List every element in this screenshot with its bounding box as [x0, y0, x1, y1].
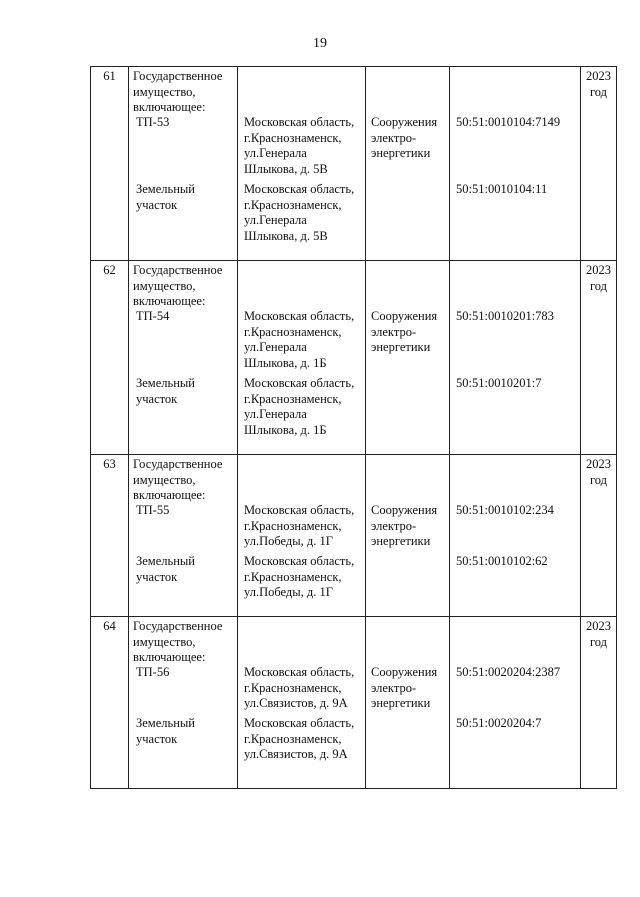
- property-registry-table: [90, 66, 617, 789]
- object-type: Сооружения электро-энергетики: [371, 309, 438, 354]
- type-cell: [366, 455, 450, 617]
- land-cadastral-number: 50:51:0010201:7: [456, 376, 542, 390]
- name-cell: [129, 617, 238, 789]
- year-cell: 2023 год: [581, 67, 617, 261]
- land-name: Земельный участок: [136, 182, 195, 212]
- object-address: Московская область, г.Краснознаменск, ул.Генерала Шлыкова, д. 1Б: [244, 309, 355, 370]
- object-cadastral-number: 50:51:0010104:7149: [456, 115, 561, 129]
- land-name: Земельный участок: [136, 554, 195, 584]
- name-cell: [129, 455, 238, 617]
- table-row: [91, 617, 617, 789]
- land-name: Земельный участок: [136, 376, 195, 406]
- type-cell: [366, 67, 450, 261]
- group-label: Государственное имущество, включающее:: [133, 457, 223, 502]
- land-cadastral-number: 50:51:0020204:7: [456, 716, 542, 730]
- row-number: 64: [91, 617, 129, 789]
- year-cell: 2023 год: [581, 455, 617, 617]
- row-number: 63: [91, 455, 129, 617]
- page-number: 19: [313, 36, 327, 51]
- land-address: Московская область, г.Краснознаменск, ул.Генерала Шлыкова, д. 1Б: [244, 376, 355, 437]
- land-name: Земельный участок: [136, 716, 195, 746]
- land-address: Московская область, г.Краснознаменск, ул.Генерала Шлыкова, д. 5В: [244, 182, 355, 243]
- table-row: [91, 261, 617, 455]
- group-label: Государственное имущество, включающее:: [133, 619, 223, 664]
- row-number: 61: [91, 67, 129, 261]
- name-cell: [129, 67, 238, 261]
- object-address: Московская область, г.Краснознаменск, ул.Связистов, д. 9А: [244, 665, 355, 710]
- type-cell: [366, 617, 450, 789]
- cadastral-cell: [450, 617, 581, 789]
- land-cadastral-number: 50:51:0010104:11: [456, 182, 548, 196]
- land-cadastral-number: 50:51:0010102:62: [456, 554, 548, 568]
- group-label: Государственное имущество, включающее:: [133, 263, 223, 308]
- object-address: Московская область, г.Краснознаменск, ул.Победы, д. 1Г: [244, 503, 355, 548]
- object-name: ТП-53: [136, 115, 170, 129]
- object-name: ТП-54: [136, 309, 170, 323]
- land-address: Московская область, г.Краснознаменск, ул.Победы, д. 1Г: [244, 554, 355, 599]
- land-address: Московская область, г.Краснознаменск, ул.Связистов, д. 9А: [244, 716, 355, 761]
- object-cadastral-number: 50:51:0010201:783: [456, 309, 554, 323]
- object-type: Сооружения электро-энергетики: [371, 115, 438, 160]
- cadastral-cell: [450, 67, 581, 261]
- group-label: Государственное имущество, включающее:: [133, 69, 223, 114]
- object-type: Сооружения электро-энергетики: [371, 665, 438, 710]
- year-cell: 2023 год: [581, 617, 617, 789]
- table-row: [91, 67, 617, 261]
- cadastral-cell: [450, 261, 581, 455]
- object-cadastral-number: 50:51:0010102:234: [456, 503, 554, 517]
- name-cell: [129, 261, 238, 455]
- type-cell: [366, 261, 450, 455]
- object-address: Московская область, г.Краснознаменск, ул.Генерала Шлыкова, д. 5В: [244, 115, 355, 176]
- address-cell: [238, 617, 366, 789]
- object-name: ТП-55: [136, 503, 170, 517]
- object-type: Сооружения электро-энергетики: [371, 503, 438, 548]
- row-number: 62: [91, 261, 129, 455]
- address-cell: [238, 455, 366, 617]
- object-cadastral-number: 50:51:0020204:2387: [456, 665, 561, 679]
- address-cell: [238, 261, 366, 455]
- table-row: [91, 455, 617, 617]
- object-name: ТП-56: [136, 665, 170, 679]
- year-cell: 2023 год: [581, 261, 617, 455]
- cadastral-cell: [450, 455, 581, 617]
- address-cell: [238, 67, 366, 261]
